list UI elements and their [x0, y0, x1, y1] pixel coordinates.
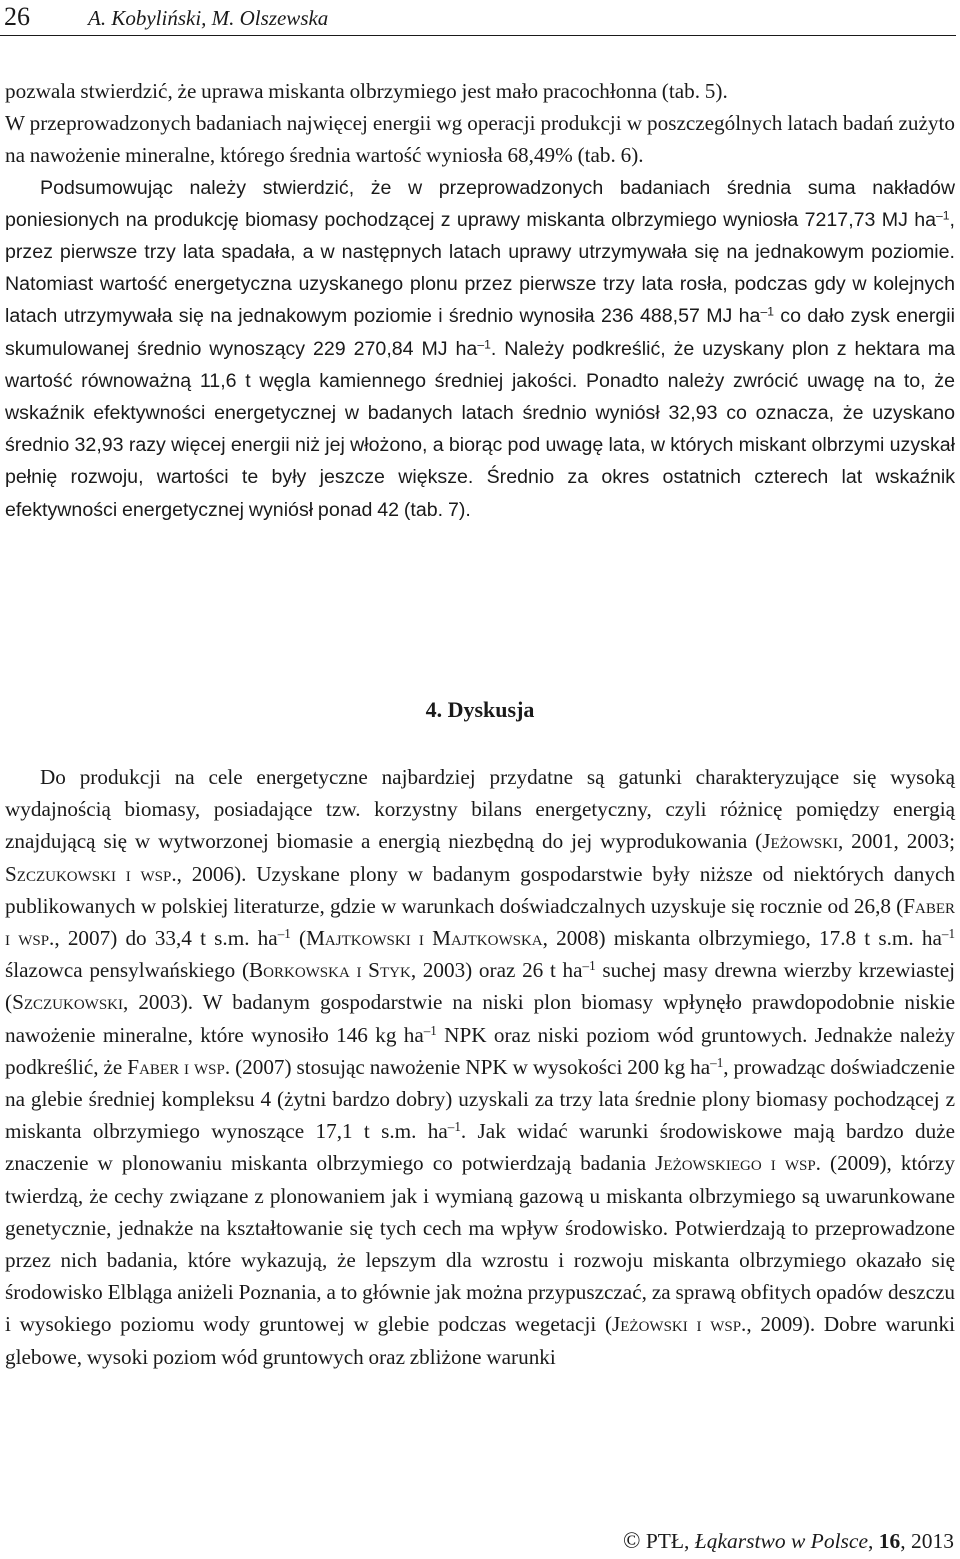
- discussion-section-text: [5, 761, 955, 1373]
- journal-volume: 16: [878, 1529, 901, 1553]
- citation-author: Jeżowski: [762, 829, 838, 854]
- text-run: (: [290, 926, 307, 951]
- discussion-paragraph: [5, 761, 955, 1373]
- exponent: –1: [477, 336, 491, 351]
- header-rule: [0, 35, 956, 36]
- citation-author: Szczukowski i wsp.: [5, 861, 177, 886]
- text-run: , 2008) miskanta olbrzymiego, 17.8 t s.m. ha: [542, 926, 942, 951]
- exponent: –1: [423, 1022, 437, 1038]
- text-run: , prowadząc doświadczenie na glebie średniej kompleksu 4 (żytni bardzo dobry) uzyskali za trzy lata średnie plony biomasy pochodzącej z miskanta olbrzymiego wynoszące 17,1 t s.m. ha: [5, 1054, 955, 1144]
- text-run: , 2003) oraz 26 t ha: [410, 958, 583, 983]
- page-number: 26: [4, 2, 30, 31]
- citation-author: Borkowska i Styk: [249, 958, 411, 983]
- citation-author: Szczukowski: [12, 990, 124, 1015]
- exponent: –1: [447, 1119, 461, 1135]
- text-run: suchej masy drewna wierzby krzewiastej (: [5, 958, 955, 1015]
- journal-footer: [623, 1527, 954, 1555]
- footer-separator: ,: [868, 1529, 879, 1553]
- text-run: , 2006). Uzyskane plony w badanym gospodarstwie były niższe od niektórych danych publikowanych w polskiej literaturze, gdzie w warunkach doświadczalnych uzyskuje się rocznie od 26,8 (: [5, 861, 955, 918]
- text-run: Do produkcji na cele energetyczne najbardziej przydatne są gatunki charakteryzujące się wysoką wydajnością biomasy, posiadające tzw. korzystny bilans energetyczny, czyli różnicę pomiędzy energią znajdującą się w wytworzonej biomasie a energią niezbędną do jej wyprodukowania (: [5, 765, 955, 854]
- citation-author: Jeżowski i wsp.: [612, 1312, 747, 1337]
- citation-author: Faber i wsp.: [5, 893, 955, 951]
- exponent: –1: [760, 304, 774, 319]
- results-section-text: [5, 75, 955, 526]
- text-run: NPK oraz niski poziom wód gruntowych. Jednakże należy podkreślić, że: [5, 1022, 955, 1079]
- text-run: , 2009). Dobre warunki glebowe, wysoki poziom wód gruntowych oraz zbliżone warunki: [5, 1312, 955, 1369]
- citation-author: Jeżowskiego i wsp.: [655, 1151, 821, 1176]
- results-paragraph: [5, 75, 955, 172]
- results-summary-paragraph: [5, 172, 955, 526]
- text-run: W przeprowadzonych badaniach najwięcej energii wg operacji produkcji w poszczególnych latach badań zużyto na nawożenie mineralne, którego średnia wartość wyniosła 68,49% (tab. 6).: [5, 111, 955, 168]
- text-run: , 2007) do 33,4 t s.m. ha: [54, 926, 278, 951]
- exponent: –1: [277, 925, 291, 941]
- text-run: pozwala stwierdzić, że uprawa miskanta olbrzymiego jest mało pracochłonna (tab. 5).: [5, 79, 728, 103]
- text-run: co dało zysk energii skumulowanej średnio wynoszący 229 270,84 MJ ha: [5, 305, 955, 360]
- section-heading: 4. Dyskusja: [425, 697, 535, 722]
- text-run: . Należy podkreślić, że uzyskany plon z hektara ma wartość równoważną 11,6 t węgla kamiennego średniej jakości. Ponadto należy zwrócić uwagę na to, że wskaźnik efektywności energetycznej w badanych latach średnio wyniósł 32,93 co oznacza, że uzyskano średnio 32,93 razy więcej energii niż jej włożono, a biorąc pod uwagę lata, w których miskant olbrzymi uzyskał pełnię rozwoju, wartości te były jeszcze większe. Średnio za okres ostatnich czterech lat wskaźnik efektywności energetycznej wyniósł ponad 42 (tab. 7).: [5, 337, 956, 521]
- exponent: –1: [941, 925, 955, 941]
- text-run: ślazowca pensylwańskiego (: [5, 958, 250, 983]
- text-run: (2007) stosując nawożenie NPK w wysokości 200 kg ha: [230, 1054, 711, 1079]
- text-run: , przez pierwsze trzy lata spadała, a w następnych latach uprawy utrzymywała się na jednakowym poziomie. Natomiast wartość energetyczna uzyskanego plonu przez pierwsze trzy lata rosła, podczas gdy w kolejnych latach utrzymywała się na jednakowym poziomie i średnio wynosiła 236 488,57 MJ ha: [5, 208, 955, 328]
- running-head: [0, 0, 960, 40]
- citation-author: Faber i wsp.: [127, 1054, 231, 1079]
- text-run: , 2001, 2003;: [837, 829, 955, 854]
- exponent: –1: [710, 1054, 724, 1070]
- running-title-authors: A. Kobyliński, M. Olszewska: [88, 6, 329, 30]
- citation-author: Majtkowski i Majtkowska: [306, 926, 543, 951]
- exponent: –1: [936, 208, 950, 223]
- publisher: PTŁ,: [640, 1529, 695, 1553]
- text-run: , 2003). W badanym gospodarstwie na niski plon biomasy wpłynęło prawdopodobnie niskie nawożenie mineralne, które wynosiło 146 kg ha: [5, 990, 955, 1047]
- copyright-icon: ©: [622, 1528, 641, 1553]
- journal-title: Łąkarstwo w Polsce: [694, 1529, 868, 1553]
- exponent: –1: [582, 958, 596, 973]
- journal-year: , 2013: [900, 1529, 954, 1553]
- text-run: . Jak widać warunki środowiskowe mają bardzo duże znaczenie w plonowaniu miskanta olbrzymiego co potwierdzają badania: [5, 1119, 956, 1176]
- text-run: Podsumowując należy stwierdzić, że w przeprowadzonych badaniach średnia suma nakładów poniesionych na produkcję biomasy pochodzącej z uprawy miskanta olbrzymiego wyniosła 7217,73 MJ ha: [5, 176, 955, 231]
- text-run: (2009), którzy twierdzą, że cechy związane z plonowaniem jak i wymianą gazową u miskanta olbrzymiego są uwarunkowane genetycznie, jednakże na kształtowanie się tych cech ma wpływ środowisko. Potwierdzają to przeprowadzone przez nich badania, które wykazują, że lepszym dla wzrostu i rozwoju miskanta olbrzymiego okazało się środowisko Elbląga aniżeli Poznania, a to głównie jak można przypuszczać, za sprawą obfitych opadów deszczu i wysokiego poziomu wody gruntowej w glebie podczas wegetacji (: [5, 1151, 955, 1337]
